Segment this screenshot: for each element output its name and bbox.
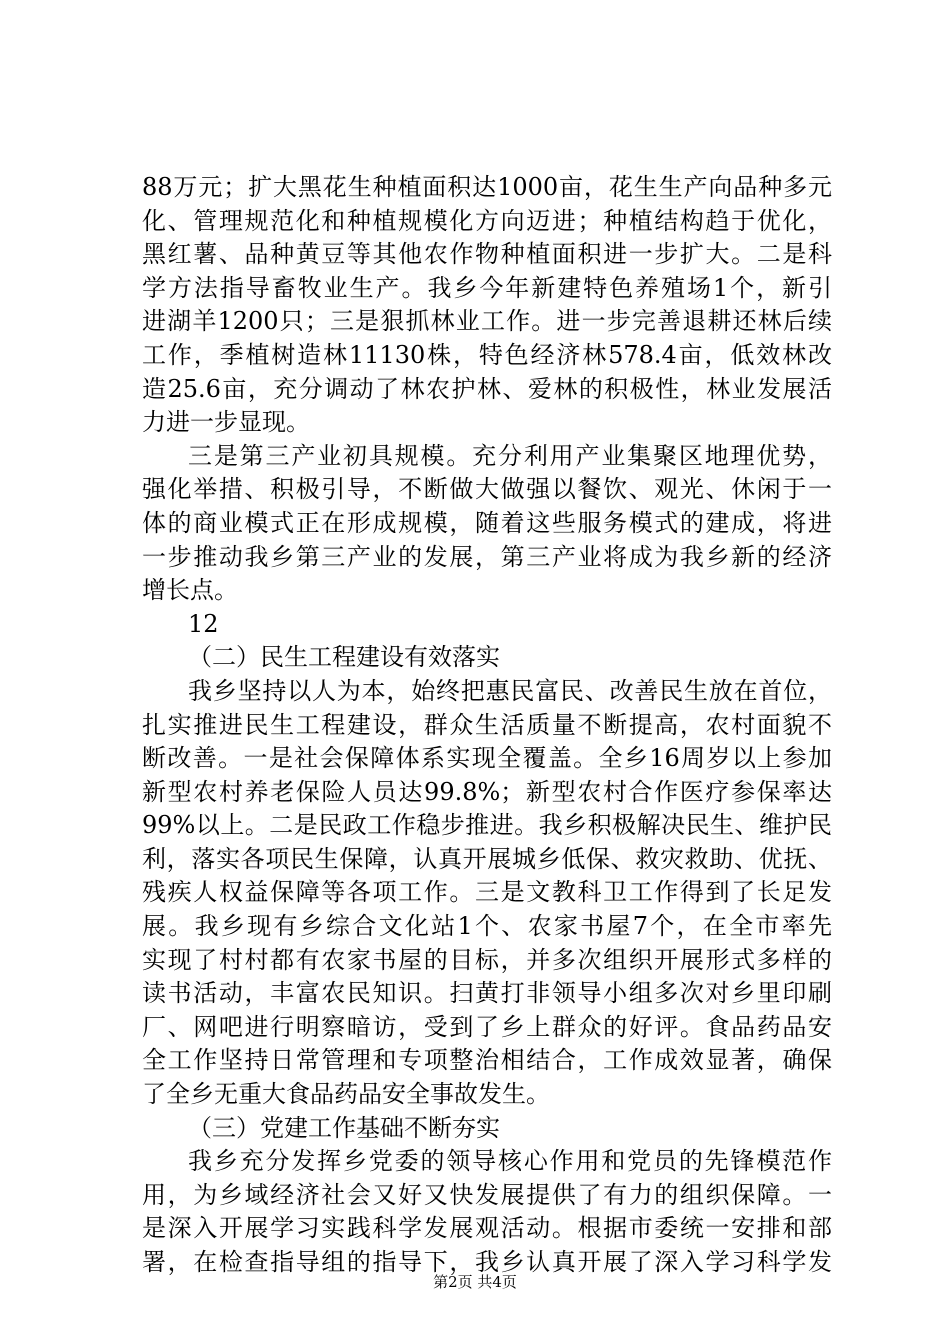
text-line: 12 [188,609,219,638]
text-line: 化、管理规范化和种植规模化方向迈进；种植结构趋于优化， [142,206,832,235]
text-line: 厂、网吧进行明察暗访，受到了乡上群众的好评。食品药品安 [142,1012,832,1041]
text-line: 全工作坚持日常管理和专项整治相结合，工作成效显著，确保 [142,1046,832,1075]
text-line: （三）党建工作基础不断夯实 [188,1113,500,1142]
text-line: 工作，季植树造林11130株，特色经济林578.4亩，低效林改 [142,340,832,369]
text-line: 增长点。 [142,576,238,605]
text-line: 新型农村养老保险人员达99.8%；新型农村合作医疗参保率达 [142,777,832,806]
text-line: 我乡充分发挥乡党委的领导核心作用和党员的先锋模范作 [188,1147,832,1176]
text-line: 黑红薯、品种黄豆等其他农作物种植面积进一步扩大。二是科 [142,240,832,269]
text-line: 强化举措、积极引导，不断做大做强以餐饮、观光、休闲于一 [142,475,832,504]
text-line: 力进一步显现。 [142,408,310,437]
text-line: （二）民生工程建设有效落实 [188,643,500,672]
text-line: 实现了村村都有农家书屋的目标，并多次组织开展形式多样的 [142,945,832,974]
text-line: 88万元；扩大黑花生种植面积达1000亩，花生生产向品种多元 [142,173,832,201]
text-line: 署，在检查指导组的指导下，我乡认真开展了深入学习科学发 [142,1248,832,1276]
text-line: 扎实推进民生工程建设，群众生活质量不断提高，农村面貌不 [142,710,832,739]
text-line: 用，为乡域经济社会又好又快发展提供了有力的组织保障。一 [142,1180,832,1209]
text-line: 展。我乡现有乡综合文化站1个、农家书屋7个，在全市率先 [142,912,832,941]
text-line: 学方法指导畜牧业生产。我乡今年新建特色养殖场1个，新引 [142,273,832,302]
text-line: 是深入开展学习实践科学发展观活动。根据市委统一安排和部 [142,1214,832,1243]
text-line: 一步推动我乡第三产业的发展，第三产业将成为我乡新的经济 [142,542,832,571]
text-line: 造25.6亩，充分调动了林农护林、爱林的积极性，林业发展活 [142,374,832,403]
text-line: 读书活动，丰富农民知识。扫黄打非领导小组多次对乡里印刷 [142,979,832,1008]
text-line: 利，落实各项民生保障，认真开展城乡低保、救灾救助、优抚、 [142,844,832,873]
text-line: 体的商业模式正在形成规模，随着这些服务模式的建成，将进 [142,508,832,537]
text-line: 了全乡无重大食品药品安全事故发生。 [142,1080,550,1109]
text-line: 三是第三产业初具规模。充分利用产业集聚区地理优势， [188,441,832,470]
document-body [142,171,832,1280]
page-footer: 第2页 共4页 [433,1273,517,1291]
text-line: 进湖羊1200只；三是狠抓林业工作。进一步完善退耕还林后续 [142,307,832,336]
text-line: 残疾人权益保障等各项工作。三是文教科卫工作得到了长足发 [142,878,832,907]
text-line: 断改善。一是社会保障体系实现全覆盖。全乡16周岁以上参加 [142,744,832,773]
text-line: 99%以上。二是民政工作稳步推进。我乡积极解决民生、维护民 [142,811,832,840]
text-line: 我乡坚持以人为本，始终把惠民富民、改善民生放在首位， [188,676,832,705]
